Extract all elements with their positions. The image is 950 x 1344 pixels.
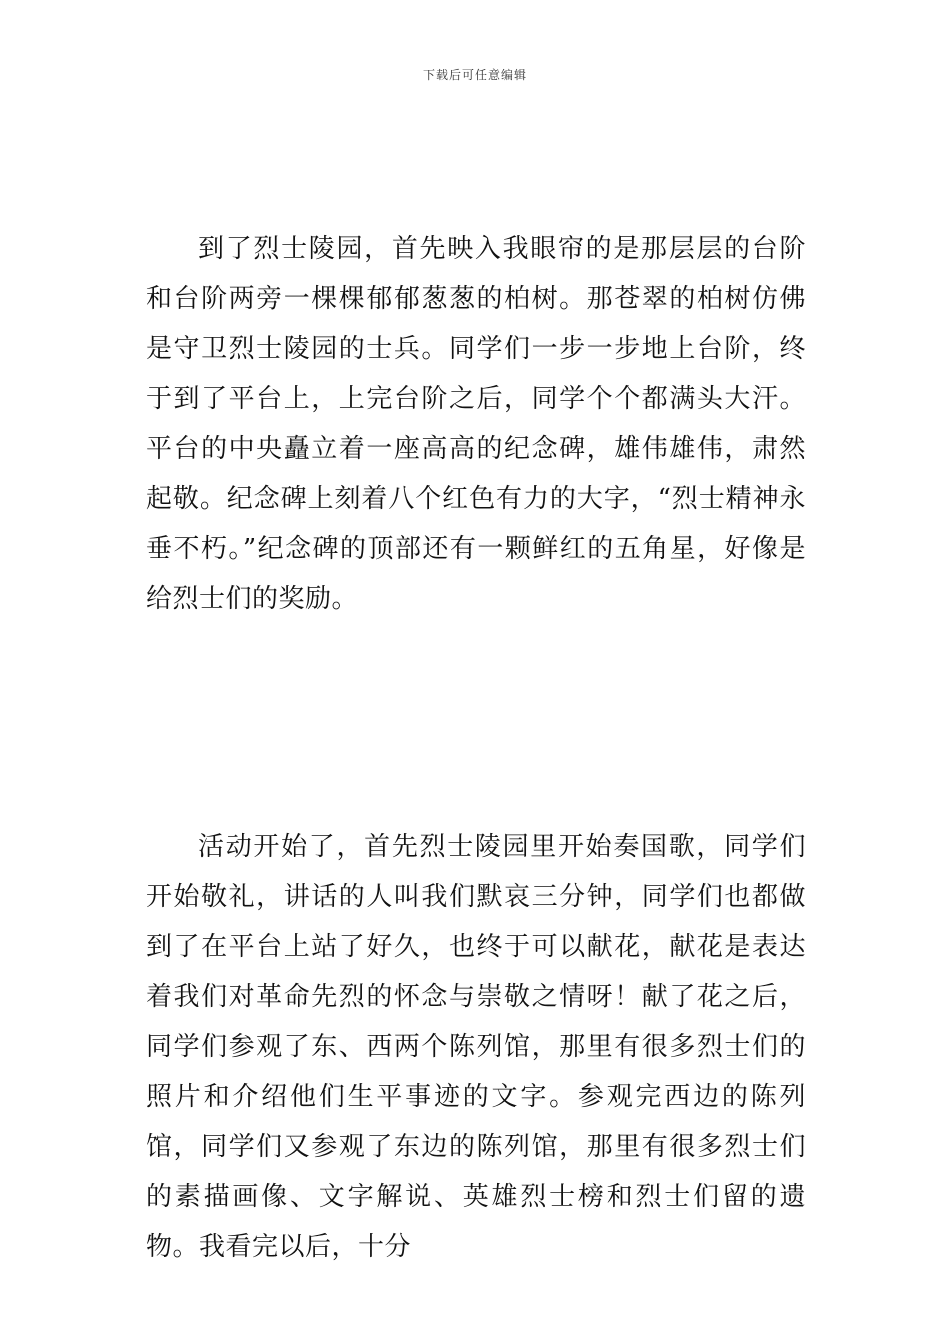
page-header-note: 下载后可任意编辑 bbox=[422, 68, 527, 82]
body-paragraph-2: 活动开始了，首先烈士陵园里开始奏国歌，同学们开始敬礼，讲话的人叫我们默哀三分钟，同学们也都做到了在平台上站了好久，也终于可以献花，献花是表达着我们对革命先烈的怀念与崇敬之情呀！献了花之后，同学们参观了东、西两个陈列馆，那里有很多烈士们的照片和介绍他们生平事迹的文字。参观完西边的陈列馆，同学们又参观了东边的陈列馆，那里有很多烈士们的素描画像、文字解说、英雄烈士榜和烈士们留的遗物。我看完以后，十分 bbox=[146, 832, 806, 1262]
body-paragraph-1: 到了烈士陵园，首先映入我眼帘的是那层层的台阶和台阶两旁一棵棵郁郁葱葱的柏树。那苍翠的柏树仿佛是守卫烈士陵园的士兵。同学们一步一步地上台阶，终于到了平台上，上完台阶之后，同学个个都满头大汗。平台的中央矗立着一座高高的纪念碑，雄伟雄伟，肃然起敬。纪念碑上刻着八个红色有力的大字，“烈士精神永垂不朽。”纪念碑的顶部还有一颗鲜红的五角星，好像是给烈士们的奖励。 bbox=[146, 234, 806, 614]
